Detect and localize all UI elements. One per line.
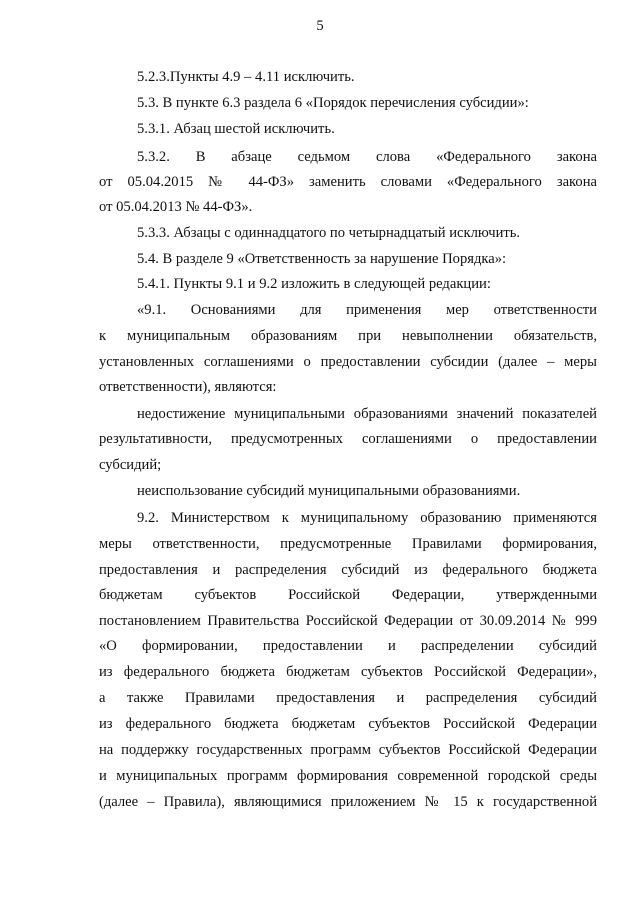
text-line: и муниципальных программ формирования современной городской среды [99,768,597,784]
text-line: ответственности), являются: [99,379,277,395]
text-line: из федерального бюджета бюджетам субъектов Российской Федерации [99,716,597,732]
text-line: «9.1. Основаниями для применения мер ответственности [137,302,597,318]
text-line: на поддержку государственных программ субъектов Российской Федерации [99,742,597,758]
text-line: постановлением Правительства Российской Федерации от 30.09.2014 № 999 [99,613,597,629]
text-line: недостижение муниципальными образованиями значений показателей [137,406,597,422]
text-line: результативности, предусмотренных соглашениями о предоставлении [99,431,597,447]
text-line: 5.3.3. Абзацы с одиннадцатого по четырнадцатый исключить. [137,225,521,241]
text-line: 9.2. Министерством к муниципальному образованию применяются [137,510,597,526]
text-line: от 05.04.2015 № 44-ФЗ» заменить словами «Федерального закона [99,174,597,190]
text-line: «О формировании, предоставлении и распределении субсидий [99,638,597,654]
text-line: из федерального бюджета бюджетам субъектов Российской Федерации», [99,664,597,680]
text-line: к муниципальным образованиям при невыполнении обязательств, [99,328,597,344]
text-line: установленных соглашениями о предоставлении субсидии (далее – меры [99,354,597,370]
text-line: а также Правилами предоставления и распределения субсидий [99,690,597,706]
text-line: предоставления и распределения субсидий из федерального бюджета [99,562,597,578]
text-line: субсидий; [99,457,162,473]
text-line: 5.3.1. Абзац шестой исключить. [137,121,335,137]
text-line: (далее – Правила), являющимися приложением № 15 к государственной [99,794,597,810]
text-line: меры ответственности, предусмотренные Правилами формирования, [99,536,597,552]
text-line: 5.3.2. В абзаце седьмом слова «Федерального закона [137,149,597,165]
text-line: 5.3. В пункте 6.3 раздела 6 «Порядок перечисления субсидии»: [137,95,529,111]
text-line: 5.4. В разделе 9 «Ответственность за нарушение Порядка»: [137,251,507,267]
text-line: неиспользование субсидий муниципальными образованиями. [137,483,521,499]
text-line: 5.2.3.Пункты 4.9 – 4.11 исключить. [137,69,355,85]
text-line: бюджетам субъектов Российской Федерации, утвержденными [99,587,597,603]
text-line: 5.4.1. Пункты 9.1 и 9.2 изложить в следующей редакции: [137,276,491,292]
page-number: 5 [316,18,324,34]
text-line: от 05.04.2013 № 44-ФЗ». [99,199,253,215]
